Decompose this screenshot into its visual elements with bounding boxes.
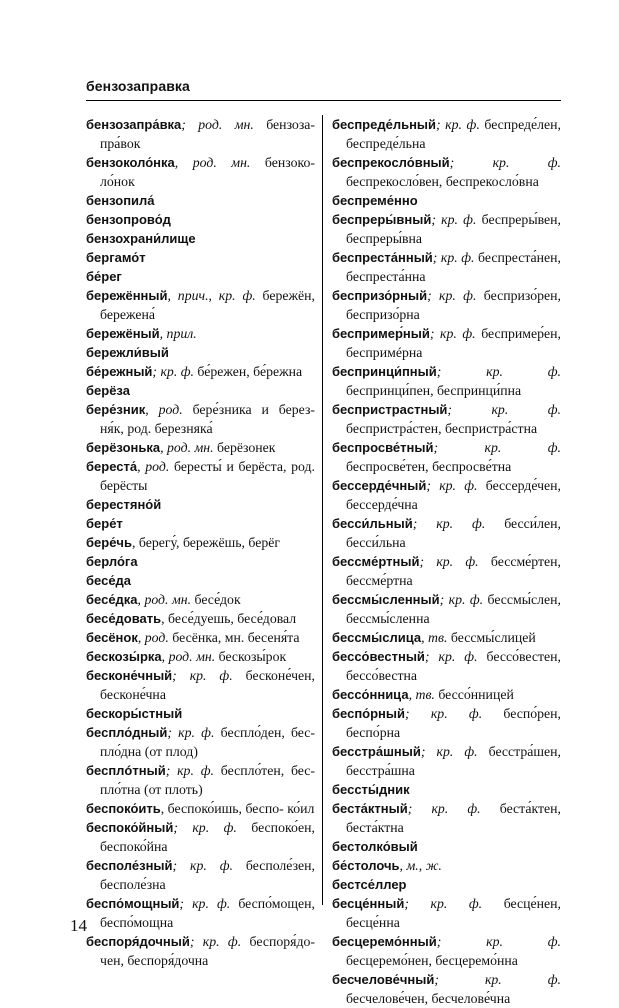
headword: бережённый — [86, 288, 168, 303]
grammar-note: ; кр. ф. — [439, 592, 484, 607]
dictionary-entry — [86, 381, 315, 400]
grammar-note: ; кр. ф. — [427, 288, 477, 303]
dictionary-entry — [332, 780, 561, 799]
word-forms: бензоко- ло́нок — [100, 155, 315, 189]
dictionary-entry — [332, 856, 561, 875]
word-forms: бессо́нницей — [434, 687, 514, 702]
dictionary-entry — [86, 362, 315, 381]
grammar-note: , род. — [137, 459, 170, 474]
dictionary-entry — [86, 932, 315, 970]
dictionary-entry — [86, 856, 315, 894]
word-forms: бесцеремо́нен, бесцеремо́нна — [346, 953, 518, 968]
grammar-note: , род. — [145, 402, 183, 417]
grammar-note: , род. мн. — [137, 592, 192, 607]
word-forms: бесконе́чен, бесконе́чна — [100, 668, 315, 702]
dictionary-entry — [86, 286, 315, 324]
dictionary-entry — [86, 457, 315, 495]
dictionary-entry — [332, 894, 561, 932]
dictionary-entry — [86, 248, 315, 267]
grammar-note: ; кр. ф. — [172, 668, 233, 683]
header-rule — [86, 100, 561, 101]
headword: бесстра́шный — [332, 744, 421, 759]
dictionary-entry — [86, 191, 315, 210]
page-number: 14 — [70, 916, 87, 935]
headword: бессмы́сленный — [332, 592, 440, 607]
grammar-note: , род. мн. — [174, 155, 251, 170]
word-forms: беспреста́нен, беспреста́нна — [346, 250, 561, 284]
headword: бессты́дник — [332, 782, 410, 797]
grammar-note: ; кр. ф. — [412, 516, 486, 531]
dictionary-entry — [86, 571, 315, 590]
word-forms: беспризо́рен, беспризо́рна — [346, 288, 561, 322]
grammar-note: ; кр. ф. — [432, 250, 475, 265]
word-forms: беста́ктен, беста́ктна — [346, 801, 561, 835]
word-forms: , бесе́дуешь, бесе́довал — [161, 611, 297, 626]
word-forms: беспринци́пен, беспринци́пна — [346, 383, 522, 398]
dictionary-entry — [332, 210, 561, 248]
headword: бесцеремо́нный — [332, 934, 437, 949]
dictionary-entry — [332, 286, 561, 324]
dictionary-entry — [86, 438, 315, 457]
dictionary-entry — [86, 229, 315, 248]
dictionary-entry — [332, 153, 561, 191]
headword: бе́рег — [86, 269, 122, 284]
grammar-note: ; кр. ф. — [436, 364, 561, 379]
headword: бестсе́ллер — [332, 877, 407, 892]
dictionary-entry — [332, 647, 561, 685]
grammar-note: ; кр. ф. — [419, 554, 479, 569]
word-forms: бесце́нен, бесце́нна — [346, 896, 561, 930]
headword: бензопрово́д — [86, 212, 171, 227]
grammar-note: ; кр. ф. — [404, 896, 483, 911]
grammar-note: ; кр. ф. — [189, 934, 242, 949]
grammar-note: , тв. — [421, 630, 448, 645]
dictionary-entry — [86, 514, 315, 533]
headword: беспринци́пный — [332, 364, 437, 379]
headword: бергамо́т — [86, 250, 146, 265]
dictionary-entry — [332, 324, 561, 362]
word-forms: беспример́ен, беспримéрна — [346, 326, 561, 360]
headword: бессме́ртный — [332, 554, 420, 569]
dictionary-entry — [332, 514, 561, 552]
headword: беспример́ный — [332, 326, 430, 341]
dictionary-entry — [332, 191, 561, 210]
column-divider — [322, 115, 323, 905]
word-forms: бесе́док — [191, 592, 241, 607]
headword: берёзонька — [86, 440, 161, 455]
grammar-note: ; кр. ф. — [173, 820, 237, 835]
headword: беспоко́ить — [86, 801, 161, 816]
word-forms: беспо́рен, беспо́рна — [346, 706, 561, 740]
word-forms: бересты́ и берёста, род. берёсты — [100, 459, 315, 493]
dictionary-entry — [86, 495, 315, 514]
dictionary-entry — [332, 362, 561, 400]
dictionary-entry — [86, 799, 315, 818]
dictionary-entry — [86, 894, 315, 932]
dictionary-entry — [332, 875, 561, 894]
dictionary-entry — [86, 533, 315, 552]
headword: бесконе́чный — [86, 668, 173, 683]
grammar-note: , тв. — [408, 687, 435, 702]
headword: бесплóтный — [86, 763, 166, 778]
dictionary-entry — [86, 761, 315, 799]
word-forms: беспросве́тен, беспросве́тна — [346, 459, 512, 474]
dictionary-entry — [86, 343, 315, 362]
headword: берёза — [86, 383, 130, 398]
headword: беспристрастный — [332, 402, 448, 417]
word-forms: беспристра́стен, беспристра́стна — [346, 421, 538, 436]
grammar-note: ; кр. ф. — [407, 801, 481, 816]
grammar-note: ; кр. ф. — [431, 212, 477, 227]
dictionary-entry — [86, 400, 315, 438]
word-forms: бессерде́чен, бессерде́чна — [346, 478, 561, 512]
grammar-note: , род. мн. — [160, 440, 214, 455]
grammar-note: ; кр. ф. — [165, 763, 214, 778]
dictionary-entry — [332, 704, 561, 742]
grammar-note: ; кр. ф. — [447, 402, 561, 417]
word-forms: бере́зника и берез- ня́к, род. березняка́ — [100, 402, 315, 436]
dictionary-entry — [332, 400, 561, 438]
right-column — [332, 115, 561, 1008]
word-forms: бессо́вестен, бессо́вестна — [346, 649, 561, 683]
word-forms: бензоза- пра́вок — [100, 117, 316, 151]
headword: беспреры́вный — [332, 212, 432, 227]
grammar-note: ; кр. ф. — [179, 896, 231, 911]
word-forms: , беспоко́ишь, беспо- ко́ил — [160, 801, 315, 816]
headword: бесце́нный — [332, 896, 405, 911]
headword: бессо́нница — [332, 687, 409, 702]
dictionary-entry — [332, 685, 561, 704]
headword: беста́ктный — [332, 801, 408, 816]
dictionary-entry — [86, 666, 315, 704]
grammar-note: ; кр. ф. — [172, 858, 233, 873]
dictionary-entry — [86, 590, 315, 609]
grammar-note: ; кр. ф. — [167, 725, 215, 740]
grammar-note: ; кр. ф. — [420, 744, 478, 759]
grammar-note: ; кр. ф. — [429, 326, 476, 341]
word-forms: бесстра́шен, бесстра́шна — [346, 744, 561, 778]
grammar-note: ; кр. ф. — [434, 972, 561, 987]
headword: бескоры́стный — [86, 706, 183, 721]
headword: беспоря́дочный — [86, 934, 190, 949]
word-forms: беспо́мощен, беспо́мощна — [100, 896, 315, 930]
grammar-note: ; кр. ф. — [436, 117, 480, 132]
headword: беспреме́нно — [332, 193, 418, 208]
grammar-note: ; кр. ф. — [449, 155, 561, 170]
headword: бестолко́вый — [332, 839, 418, 854]
dictionary-entry — [86, 818, 315, 856]
headword: беспризо́рный — [332, 288, 428, 303]
headword: беспо́мощный — [86, 896, 180, 911]
headword: бере́зник — [86, 402, 146, 417]
headword: бессерде́чный — [332, 478, 427, 493]
word-forms: беспрекосло́вен, беспрекосло́вна — [346, 174, 539, 189]
headword: бензохрани́лище — [86, 231, 196, 246]
word-forms: бескозы́рок — [215, 649, 287, 664]
headword: бесе́довать — [86, 611, 162, 626]
dictionary-entry — [332, 552, 561, 590]
headword: бескозы́рка — [86, 649, 162, 664]
dictionary-entry — [332, 248, 561, 286]
grammar-note: ; род. мн. — [181, 117, 254, 132]
left-column — [86, 115, 315, 970]
headword: бесчелове́чный — [332, 972, 435, 987]
headword: бережли́вый — [86, 345, 169, 360]
grammar-note: ; кр. ф. — [405, 706, 483, 721]
dictionary-entry — [86, 552, 315, 571]
dictionary-entry — [332, 115, 561, 153]
headword: беспросве́тный — [332, 440, 434, 455]
word-forms: бесчелове́чен, бесчелове́чна — [346, 991, 511, 1006]
dictionary-entry — [86, 628, 315, 647]
grammar-note: ; кр. ф. — [424, 649, 478, 664]
headword: бесполе́зный — [86, 858, 173, 873]
word-forms: бесполе́зен, бесполе́зна — [100, 858, 316, 892]
headword: берестяно́й — [86, 497, 162, 512]
word-forms: берёзонек — [213, 440, 276, 455]
dictionary-entry — [86, 210, 315, 229]
grammar-note: , м., ж. — [399, 858, 442, 873]
headword: бензозапра́вка — [86, 117, 182, 132]
grammar-note: , род. — [137, 630, 169, 645]
headword: бе́столочь — [332, 858, 400, 873]
headword: беспреста́нный — [332, 250, 433, 265]
word-forms: бережён, бережена́ — [100, 288, 315, 322]
dictionary-entry — [332, 970, 561, 1008]
word-forms: бессмы́слен, бессмы́сленна — [346, 592, 561, 626]
headword: беспло́дный — [86, 725, 168, 740]
dictionary-entry — [332, 799, 561, 837]
grammar-note: , прич., кр. ф. — [167, 288, 256, 303]
headword: бесёнок — [86, 630, 138, 645]
dictionary-entry — [86, 324, 315, 343]
grammar-note: , прил. — [159, 326, 197, 341]
headword: бессмы́слица — [332, 630, 422, 645]
headword: бесси́льный — [332, 516, 413, 531]
grammar-note: ; кр. ф. — [152, 364, 194, 379]
dictionary-entry — [332, 742, 561, 780]
dictionary-entry — [86, 153, 315, 191]
word-forms: бе́режен, бе́режна — [193, 364, 303, 379]
word-forms: бесёнка, мн. бесеня́та — [168, 630, 300, 645]
headword: береста́ — [86, 459, 138, 474]
headword: беспреде́льный — [332, 117, 437, 132]
headword: бензоколо́нка — [86, 155, 175, 170]
dictionary-entry — [332, 837, 561, 856]
grammar-note: , род. мн. — [161, 649, 216, 664]
dictionary-entry — [86, 267, 315, 286]
dictionary-entry — [332, 476, 561, 514]
headword: беспо́рный — [332, 706, 405, 721]
running-header: бензозаправка — [86, 78, 190, 94]
grammar-note: ; кр. ф. — [436, 934, 561, 949]
headword: бессо́вестный — [332, 649, 425, 664]
headword: бензопила́ — [86, 193, 155, 208]
headword: беспрекосло́вный — [332, 155, 450, 170]
dictionary-entry — [332, 590, 561, 628]
grammar-note: ; кр. ф. — [433, 440, 561, 455]
word-forms: беспреры́вен, беспреры́вна — [346, 212, 561, 246]
headword: беспоко́йный — [86, 820, 174, 835]
grammar-note: ; кр. ф. — [426, 478, 478, 493]
dictionary-entry — [86, 723, 315, 761]
headword: бесе́да — [86, 573, 132, 588]
headword: бесе́дка — [86, 592, 138, 607]
word-forms: беспреде́лен, беспреде́льна — [346, 117, 561, 151]
dictionary-entry — [332, 932, 561, 970]
word-forms: беспло́ден, бес- пло́дна (от плод) — [100, 725, 315, 759]
word-forms: бесси́лен, бесси́льна — [346, 516, 561, 550]
dictionary-entry — [332, 438, 561, 476]
word-forms: бессме́ртен, бессме́ртна — [346, 554, 562, 588]
dictionary-entry — [86, 609, 315, 628]
word-forms: , берегу́, бережёшь, берёг — [131, 535, 281, 550]
headword: бере́чь — [86, 535, 132, 550]
dictionary-entry — [86, 647, 315, 666]
headword: бере́т — [86, 516, 123, 531]
word-forms: бессмы́слицей — [447, 630, 536, 645]
headword: берло́га — [86, 554, 138, 569]
dictionary-entry — [332, 628, 561, 647]
word-forms: беспоря́до- чен, беспоря́дочна — [100, 934, 316, 968]
word-forms: беспло́тен, бес- пло́тна (от плоть) — [100, 763, 315, 797]
headword: бережёный — [86, 326, 160, 341]
word-forms: беспоко́ен, беспоко́йна — [100, 820, 315, 854]
dictionary-entry — [86, 704, 315, 723]
dictionary-entry — [86, 115, 315, 153]
headword: бе́режный — [86, 364, 153, 379]
